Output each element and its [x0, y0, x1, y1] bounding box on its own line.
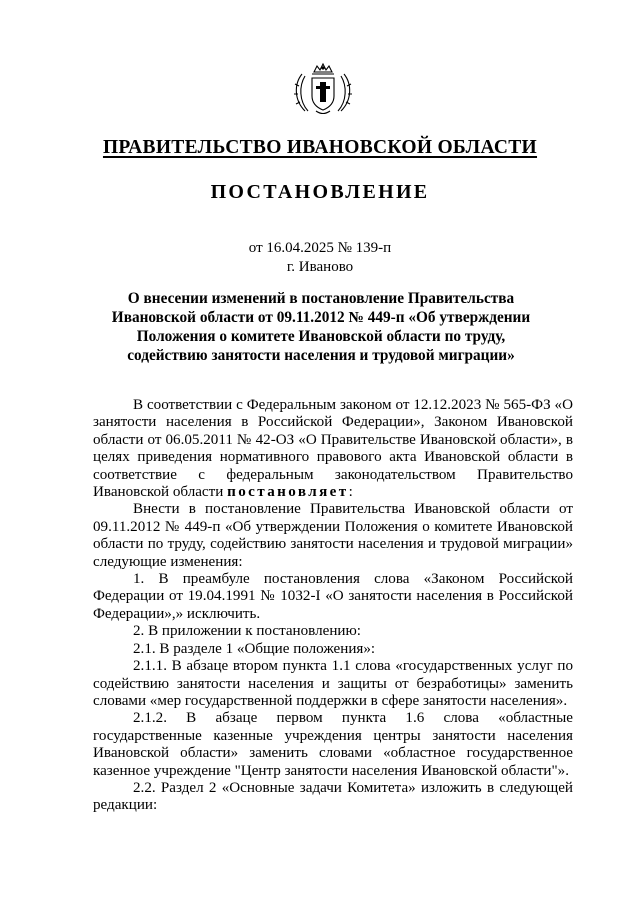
document-type-title: ПОСТАНОВЛЕНИЕ: [210, 181, 430, 203]
decree-colon: :: [348, 484, 353, 501]
coat-of-arms-emblem: [290, 56, 356, 122]
preamble-paragraph: [93, 397, 573, 501]
body-paragraph: 2.1.1. В абзаце втором пункта 1.1 слова «государственных услуг по содействию занятости населения и защиты от безработицы» заменить словами «мер государственной поддержки в сфере занятости населения».: [93, 658, 573, 709]
document-city: г. Иваново: [286, 259, 354, 275]
organization-title: ПРАВИТЕЛЬСТВО ИВАНОВСКОЙ ОБЛАСТИ: [102, 137, 538, 158]
body-paragraph: 1. В преамбуле постановления слова «Законом Российской Федерации от 19.04.1991 № 1032-I «О занятости населения в Российской Федерации»,» исключить.: [93, 571, 573, 622]
body-paragraph: 2. В приложении к постановлению:: [133, 623, 361, 640]
body-paragraph: 2.2. Раздел 2 «Основные задачи Комитета» изложить в следующей редакции:: [93, 779, 573, 814]
body-paragraph: 2.1. В разделе 1 «Общие положения»:: [133, 640, 376, 657]
document-subject: О внесении изменений в постановление Правительства Ивановской области от 09.11.2012 № 449-п «Об утверждении Положения о комитете Ивановской области по труду, содействию занятости населения и трудовой миграции»: [111, 290, 531, 364]
document-body: [93, 397, 573, 815]
body-paragraph: 2.1.2. В абзаце первом пункта 1.6 слова «областные государственные казенные учреждения центры занятости населения Ивановской области» заменить словами «областное государственное казенное учреждение "Центр занятости населения Ивановской области"».: [93, 710, 573, 779]
ivanovo-coat-of-arms-icon: [290, 56, 356, 122]
preamble-text: В соответствии с Федеральным законом от 12.12.2023 № 565-ФЗ «О занятости населения в Российской Федерации», Законом Ивановской области от 06.05.2011 № 42-ОЗ «О Правительстве Ивановской области», в целях приведения нормативного правового акта Ивановской области в соответствие с федеральным законодательством Правительство Ивановской области: [93, 397, 573, 501]
body-paragraph: Внести в постановление Правительства Ивановской области от 09.11.2012 № 449-п «Об утверждении Положения о комитете Ивановской области по труду, содействию занятости населения и трудовой миграции» следующие изменения:: [93, 501, 573, 570]
document-date-number: от 16.04.2025 № 139-п: [248, 240, 392, 256]
decree-word: постановляет: [227, 484, 349, 501]
